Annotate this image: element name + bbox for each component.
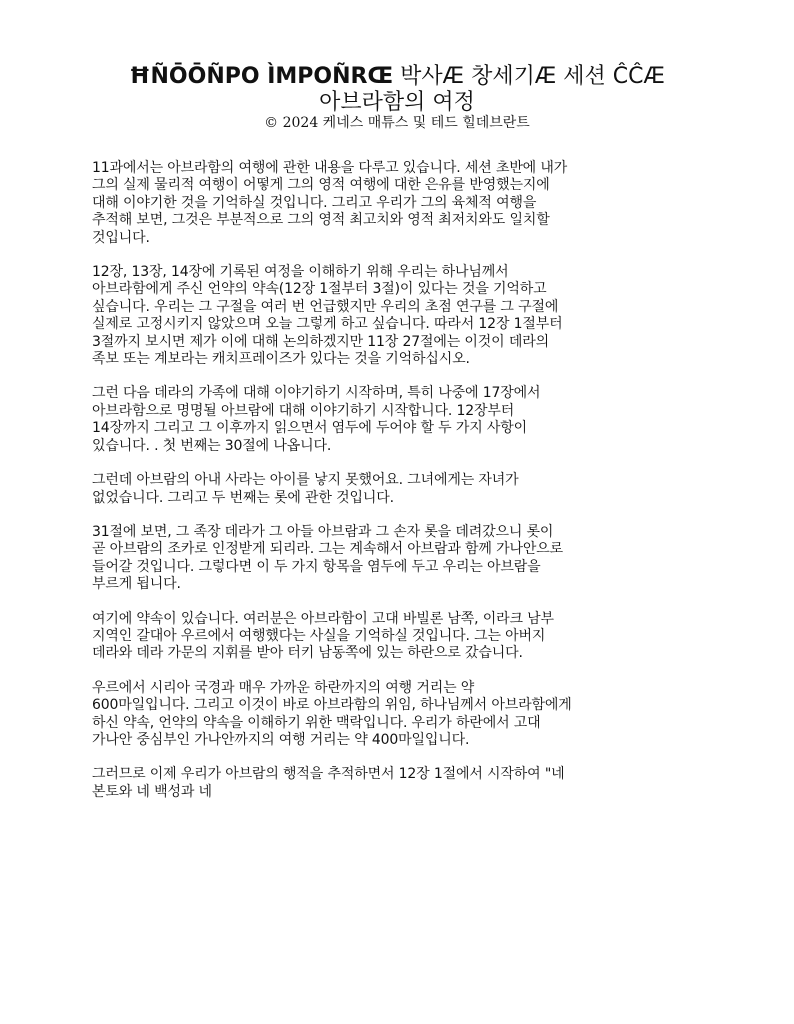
text-line: 아브라함으로 명명될 아브람에 대해 이야기하기 시작합니다. 12장부터	[92, 402, 515, 419]
text-line: 부르게 됩니다.	[92, 576, 181, 593]
copyright-notice: © 2024 케네스 매튜스 및 테드 힐데브란트	[264, 115, 530, 131]
title-korean: 박사Æ 창세기Æ 세션 ĈĈÆ	[393, 64, 665, 89]
text-line: 곧 아브람의 조카로 인정받게 되리라. 그는 계속해서 아브람과 함께 가나안으로	[92, 541, 563, 558]
paragraph-7	[92, 680, 702, 750]
text-line: 지역인 갈대아 우르에서 여행했다는 사실을 기억하실 것입니다. 그는 아버지	[92, 627, 546, 644]
text-line: 데라와 데라 가문의 지휘를 받아 터키 남동쪽에 있는 하란으로 갔습니다.	[92, 645, 523, 662]
document-header	[0, 64, 794, 132]
text-line: 그러므로 이제 우리가 아브람의 행적을 추적하면서 12장 1절에서 시작하여 "네	[92, 766, 565, 783]
text-line: 추적해 보면, 그것은 부분적으로 그의 영적 최고치와 영적 최저치와도 일치할	[92, 212, 550, 229]
title-latin: ĦÑŌŌÑPO ÌMPOÑRŒ	[129, 64, 394, 89]
text-line: 그의 실제 물리적 여행이 어떻게 그의 영적 여행에 대한 은유를 반영했는지에	[92, 177, 550, 194]
text-line: 여기에 약속이 있습니다. 여러분은 아브라함이 고대 바빌론 남쪽, 이라크 남부	[92, 610, 554, 627]
text-line: 그런 다음 데라의 가족에 대해 이야기하기 시작하며, 특히 나중에 17장에서	[92, 385, 541, 402]
text-line: 11과에서는 아브라함의 여행에 관한 내용을 다루고 있습니다. 세션 초반에 내가	[92, 160, 568, 176]
paragraph-8	[92, 766, 702, 801]
paragraph-5	[92, 524, 702, 594]
text-line: 하신 약속, 언약의 약속을 이해하기 위한 맥락입니다. 우리가 하란에서 고대	[92, 714, 541, 731]
paragraph-2	[92, 264, 702, 368]
text-line: 우르에서 시리아 국경과 매우 가까운 하란까지의 여행 거리는 약	[92, 679, 475, 696]
text-line: 없었습니다. 그리고 두 번째는 롯에 관한 것입니다.	[92, 489, 394, 506]
paragraph-1	[92, 160, 702, 247]
text-line: 600마일입니다. 그리고 이것이 바로 아브라함의 위임, 하나님께서 아브라함에게	[92, 697, 572, 714]
paragraph-4	[92, 472, 702, 507]
text-line: 본토와 네 백성과 네	[92, 783, 212, 800]
text-line: 3절까지 보시면 제가 이에 대해 논의하겠지만 11장 27절에는 이것이 데라의	[92, 333, 549, 350]
text-line: 12장, 13장, 14장에 기록된 여정을 이해하기 위해 우리는 하나님께서	[92, 264, 509, 281]
document-body	[92, 160, 702, 818]
document-subtitle: 아브라함의 여정	[319, 90, 475, 115]
text-line: 싶습니다. 우리는 그 구절을 여러 번 언급했지만 우리의 초점 연구를 그 구절에	[92, 298, 559, 315]
text-line: 아브라함에게 주신 언약의 약속(12장 1절부터 3절)이 있다는 것을 기억하고	[92, 281, 547, 298]
text-line: 31절에 보면, 그 족장 데라가 그 아들 아브람과 그 손자 롯을 데려갔으니 롯이	[92, 523, 554, 540]
text-line: 것입니다.	[92, 229, 150, 246]
text-line: 가나안 중심부인 가나안까지의 여행 거리는 약 400마일입니다.	[92, 731, 470, 748]
text-line: 14장까지 그리고 그 이후까지 읽으면서 염두에 두어야 할 두 가지 사항이	[92, 420, 527, 437]
text-line: 있습니다. . 첫 번째는 30절에 나옵니다.	[92, 437, 332, 454]
text-line: 대해 이야기한 것을 기억하실 것입니다. 그리고 우리가 그의 육체적 여행을	[92, 194, 537, 211]
paragraph-3	[92, 385, 702, 455]
document-title	[0, 64, 794, 90]
text-line: 족보 또는 계보라는 캐치프레이즈가 있다는 것을 기억하십시오.	[92, 351, 470, 368]
text-line: 들어갈 것입니다. 그렇다면 이 두 가지 항목을 염두에 두고 우리는 아브람을	[92, 558, 541, 575]
text-line: 실제로 고정시키지 않았으며 오늘 그렇게 하고 싶습니다. 따라서 12장 1절부터	[92, 316, 563, 333]
text-line: 그런데 아브람의 아내 사라는 아이를 낳지 못했어요. 그녀에게는 자녀가	[92, 472, 519, 489]
paragraph-6	[92, 611, 702, 663]
